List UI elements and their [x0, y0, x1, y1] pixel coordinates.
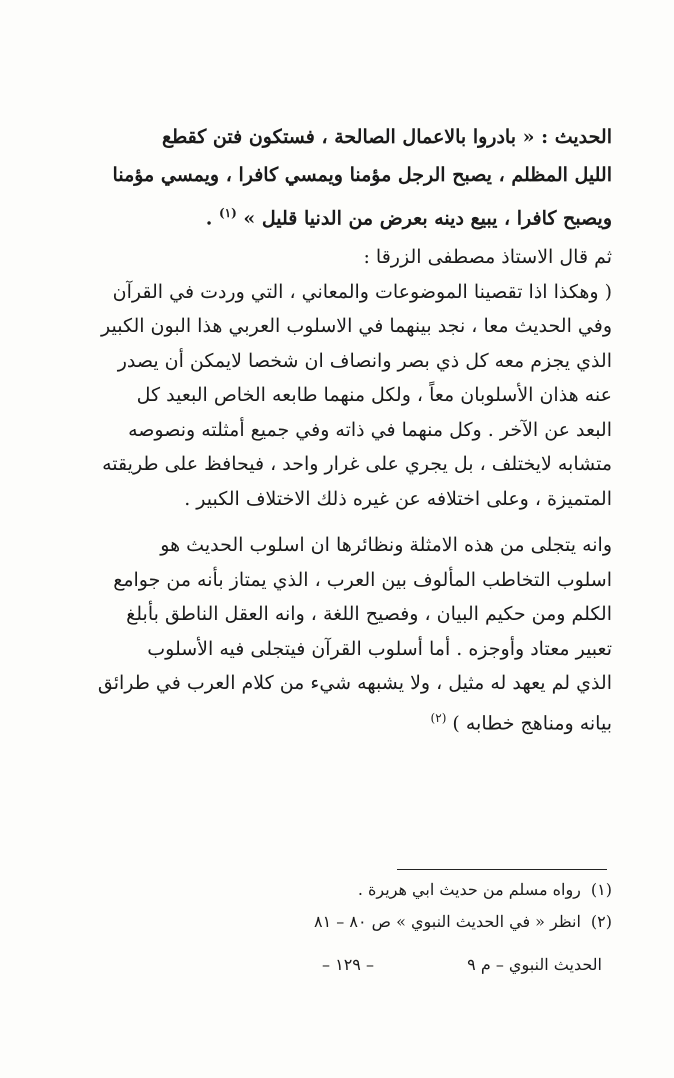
text-line: الكلم ومن حكيم البيان ، وفصيح اللغة ، وانه العقل الناطق بأبلغ	[126, 603, 612, 625]
page-footer	[0, 955, 674, 987]
footnote-number: (١)	[590, 880, 612, 899]
line-end-punctuation: .	[205, 207, 213, 230]
text-line: الذي لم يعهد له مثيل ، ولا يشبهه شيء من كلام العرب في طرائق	[97, 672, 612, 694]
text-line: المتميزة ، وعلى اختلافه عن غيره ذلك الاختلاف الكبير .	[184, 487, 612, 510]
footnote-separator	[397, 869, 607, 870]
footnote-text: رواه مسلم من حديث ابي هريرة .	[357, 880, 581, 899]
footnote-text: انظر « في الحديث النبوي » ص ٨٠ – ٨١	[314, 912, 581, 931]
paragraph-zarqa-quote	[60, 240, 612, 516]
footnotes	[192, 874, 612, 938]
text-line: تعبير معتاد وأوجزه . أما أسلوب القرآن فيتجلى فيه الأسلوب	[147, 637, 612, 660]
text-line: الذي يجزم معه كل ذي بصر وانصاف ان شخصا لايمكن أن يصدر	[117, 349, 612, 372]
text-line-body: ويصبح كافرا ، يبيع دينه بعرض من الدنيا قليل »	[243, 207, 612, 230]
text-line: اسلوب التخاطب المألوف بين العرب ، الذي يمتاز بأنه من جوامع	[113, 568, 612, 591]
text-line: الليل المظلم ، يصبح الرجل مؤمنا ويمسي كافرا ، ويمسي مؤمنا	[112, 164, 612, 186]
text-line: الحديث : « بادروا بالاعمال الصالحة ، فستكون فتن كقطع	[161, 126, 612, 148]
footnote-1	[192, 874, 612, 906]
text-line-body: بيانه ومناهج خطابه )	[452, 711, 612, 734]
text-line: وانه يتجلى من هذه الامثلة ونظائرها ان اسلوب الحديث هو	[160, 534, 612, 556]
footnote-mark: (٢)	[430, 710, 447, 725]
footnote-2	[192, 906, 612, 938]
text-line: وفي الحديث معا ، نجد بينهما في الاسلوب العربي هذا البون الكبير	[101, 315, 612, 337]
paragraph-hadith-quote	[60, 118, 612, 232]
footnote-number: (٢)	[590, 912, 612, 931]
text-line-with-note	[60, 701, 612, 736]
text-line: عنه هذان الأسلوبان معاً ، ولكل منهما طابعه الخاص البعيد كل	[136, 384, 612, 406]
footnote-mark: (١)	[218, 206, 237, 220]
text-line: البعد عن الآخر . وكل منهما في ذاته وفي جميع أمثلته ونصوصه	[128, 418, 612, 441]
text-line: ثم قال الاستاذ مصطفى الزرقا :	[363, 246, 612, 268]
paragraph-style-comparison	[60, 528, 612, 735]
page-number: – ١٢٩ –	[322, 955, 374, 974]
text-line: ( وهكذا اذا تقصينا الموضوعات والمعاني ، التي وردت في القرآن	[112, 280, 612, 303]
text-line: متشابه لايختلف ، بل يجري على غرار واحد ، فيحافظ على طريقته	[102, 453, 612, 475]
running-title: الحديث النبوي – م ٩	[467, 955, 602, 974]
text-line-with-note	[60, 194, 612, 232]
